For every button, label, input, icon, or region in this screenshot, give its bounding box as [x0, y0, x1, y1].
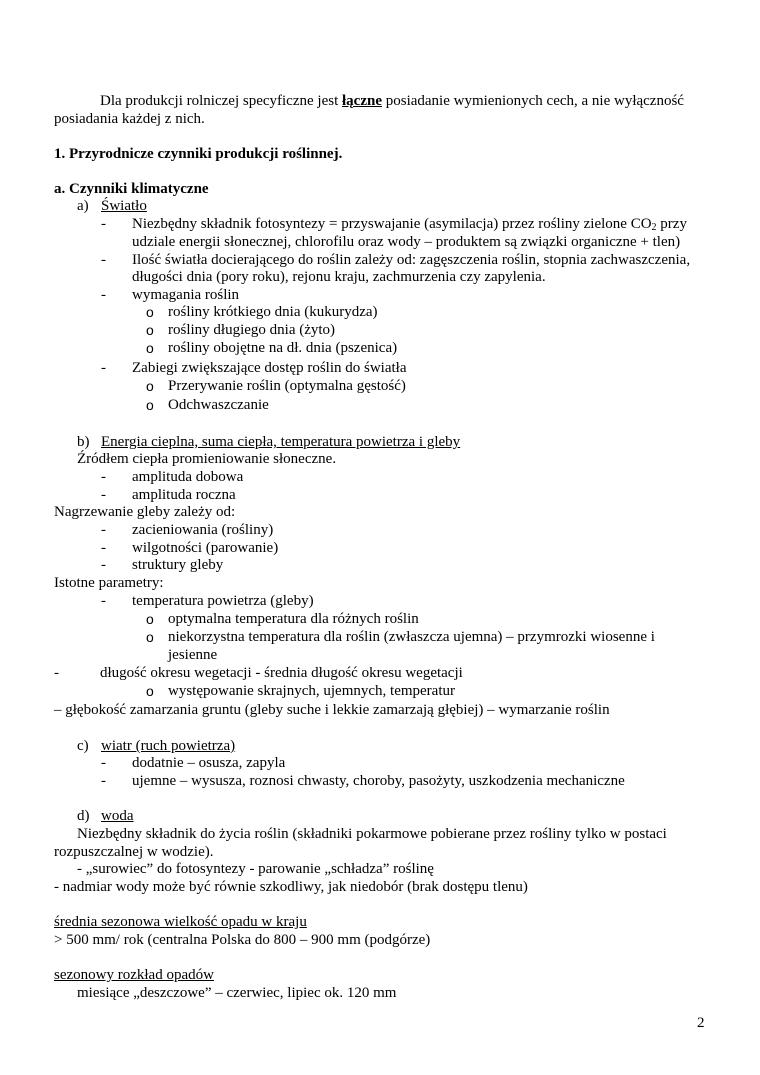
light-item-4: Zabiegi zwiększające dostęp roślin do światła [132, 360, 407, 376]
light-item-1-text: Niezbędny składnik fotosyntezy = przyswajanie (asymilacja) przez rośliny zielone CO [132, 216, 652, 232]
dash-marker: - [101, 287, 106, 303]
param-1: temperatura powietrza (gleby) [132, 593, 314, 609]
light-item-1-line-2: udziale energii słonecznej, chlorofilu oraz wody – produktem są związki organiczne + tlen) [132, 234, 681, 250]
heat-source-item-2: amplituda roczna [132, 487, 236, 503]
avg-precip-heading: średnia sezonowa wielkość opadu w kraju [54, 914, 307, 930]
page-number: 2 [697, 1015, 705, 1031]
water-heading: woda [101, 808, 134, 824]
soil-item-3: struktury gleby [132, 557, 224, 573]
bullet-marker: o [146, 397, 154, 413]
dash-marker: - [101, 487, 106, 503]
dash-marker: - [101, 469, 106, 485]
heat-source-item-1: amplituda dobowa [132, 469, 244, 485]
light-item-3-sub-2: rośliny długiego dnia (żyto) [168, 322, 336, 338]
bullet-marker: o [146, 611, 154, 627]
light-item-4-sub-1: Przerywanie roślin (optymalna gęstość) [168, 378, 406, 394]
param-1-sub-2-line-1: niekorzystna temperatura dla roślin (zwłaszcza ujemna) – przymrozki wiosenne i [168, 629, 655, 645]
intro-line-1 [100, 92, 684, 110]
bullet-marker: o [146, 683, 154, 699]
wind-heading: wiatr (ruch powietrza) [101, 738, 236, 754]
intro-line-2: posiadania każdej z nich. [54, 111, 205, 127]
light-item-3-sub-1: rośliny krótkiego dnia (kukurydza) [168, 304, 378, 320]
dash-marker: - [101, 360, 106, 376]
dash-marker: - [101, 593, 106, 609]
heat-source: Źródłem ciepła promieniowanie słoneczne. [77, 451, 337, 467]
precip-distribution-value: miesiące „deszczowe” – czerwiec, lipiec ok. 120 mm [77, 985, 397, 1001]
light-heading: Światło [101, 198, 147, 214]
light-item-3-sub-3: rośliny obojętne na dł. dnia (pszenica) [168, 340, 398, 356]
co2-subscript: 2 [651, 222, 657, 233]
dash-marker: - [101, 773, 106, 789]
dash-marker: - [101, 540, 106, 556]
wind-marker: c) [77, 738, 89, 754]
dash-marker: - [101, 755, 106, 771]
intro-text-a: Dla produkcji rolniczej specyficzne jest [100, 93, 342, 109]
heat-marker: b) [77, 434, 90, 450]
light-marker: a) [77, 198, 89, 214]
light-item-2-line-2: długości dnia (pory roku), rejonu kraju, zachmurzenia czy zapylenia. [132, 269, 546, 285]
soil-item-1: zacieniowania (rośliny) [132, 522, 274, 538]
light-item-2-line-1: Ilość światła docierającego do roślin zależy od: zagęszczenia roślin, stopnia zachwaszczenia, [132, 252, 691, 268]
water-point-1: - „surowiec” do fotosyntezy - parowanie „schładza” roślinę [77, 861, 434, 877]
intro-text-b: posiadanie wymienionych cech, a nie wyłączność [381, 93, 684, 109]
light-item-1-tail: przy [656, 216, 687, 232]
params-heading: Istotne parametry: [54, 575, 164, 591]
param-2: długość okresu wegetacji - średnia długość okresu wegetacji [100, 665, 463, 681]
dash-marker: - [101, 216, 106, 232]
light-item-4-sub-2: Odchwaszczanie [168, 397, 269, 413]
heat-heading: Energia cieplna, suma ciepła, temperatura powietrza i gleby [101, 434, 461, 450]
wind-item-2: ujemne – wysusza, roznosi chwasty, choroby, pasożyty, uszkodzenia mechaniczne [132, 773, 625, 789]
bullet-marker: o [146, 629, 154, 645]
dash-marker: - [101, 557, 106, 573]
light-item-1-line-1 [132, 215, 687, 233]
param-1-sub-2-line-2: jesienne [168, 647, 218, 663]
water-marker: d) [77, 808, 90, 824]
param-3: – głębokość zamarzania gruntu (gleby suche i lekkie zamarzają głębiej) – wymarzanie roślin [54, 702, 610, 718]
wind-item-1: dodatnie – osusza, zapyla [132, 755, 286, 771]
bullet-marker: o [146, 304, 154, 320]
water-paragraph-line-1: Niezbędny składnik do życia roślin (składniki pokarmowe pobierane przez rośliny tylko w postaci [77, 826, 667, 842]
dash-marker: - [54, 665, 59, 681]
dash-marker: - [101, 252, 106, 268]
subsection-a-title: a. Czynniki klimatyczne [54, 181, 209, 197]
soil-heading: Nagrzewanie gleby zależy od: [54, 504, 236, 520]
dash-marker: - [101, 522, 106, 538]
avg-precip-value: > 500 mm/ rok (centralna Polska do 800 – 900 mm (podgórze) [54, 932, 431, 948]
intro-emphasis: łączne [342, 93, 382, 109]
param-1-sub-1: optymalna temperatura dla różnych roślin [168, 611, 419, 627]
soil-item-2: wilgotności (parowanie) [132, 540, 279, 556]
bullet-marker: o [146, 340, 154, 356]
water-point-2: - nadmiar wody może być równie szkodliwy, jak niedobór (brak dostępu tlenu) [54, 879, 528, 895]
bullet-marker: o [146, 378, 154, 394]
bullet-marker: o [146, 322, 154, 338]
precip-distribution-heading: sezonowy rozkład opadów [54, 967, 214, 983]
section-1-title: 1. Przyrodnicze czynniki produkcji roślinnej. [54, 146, 343, 162]
water-paragraph-line-2: rozpuszczalnej w wodzie). [54, 844, 214, 860]
param-2-sub-1: występowanie skrajnych, ujemnych, temperatur [168, 683, 455, 699]
light-item-3: wymagania roślin [132, 287, 240, 303]
